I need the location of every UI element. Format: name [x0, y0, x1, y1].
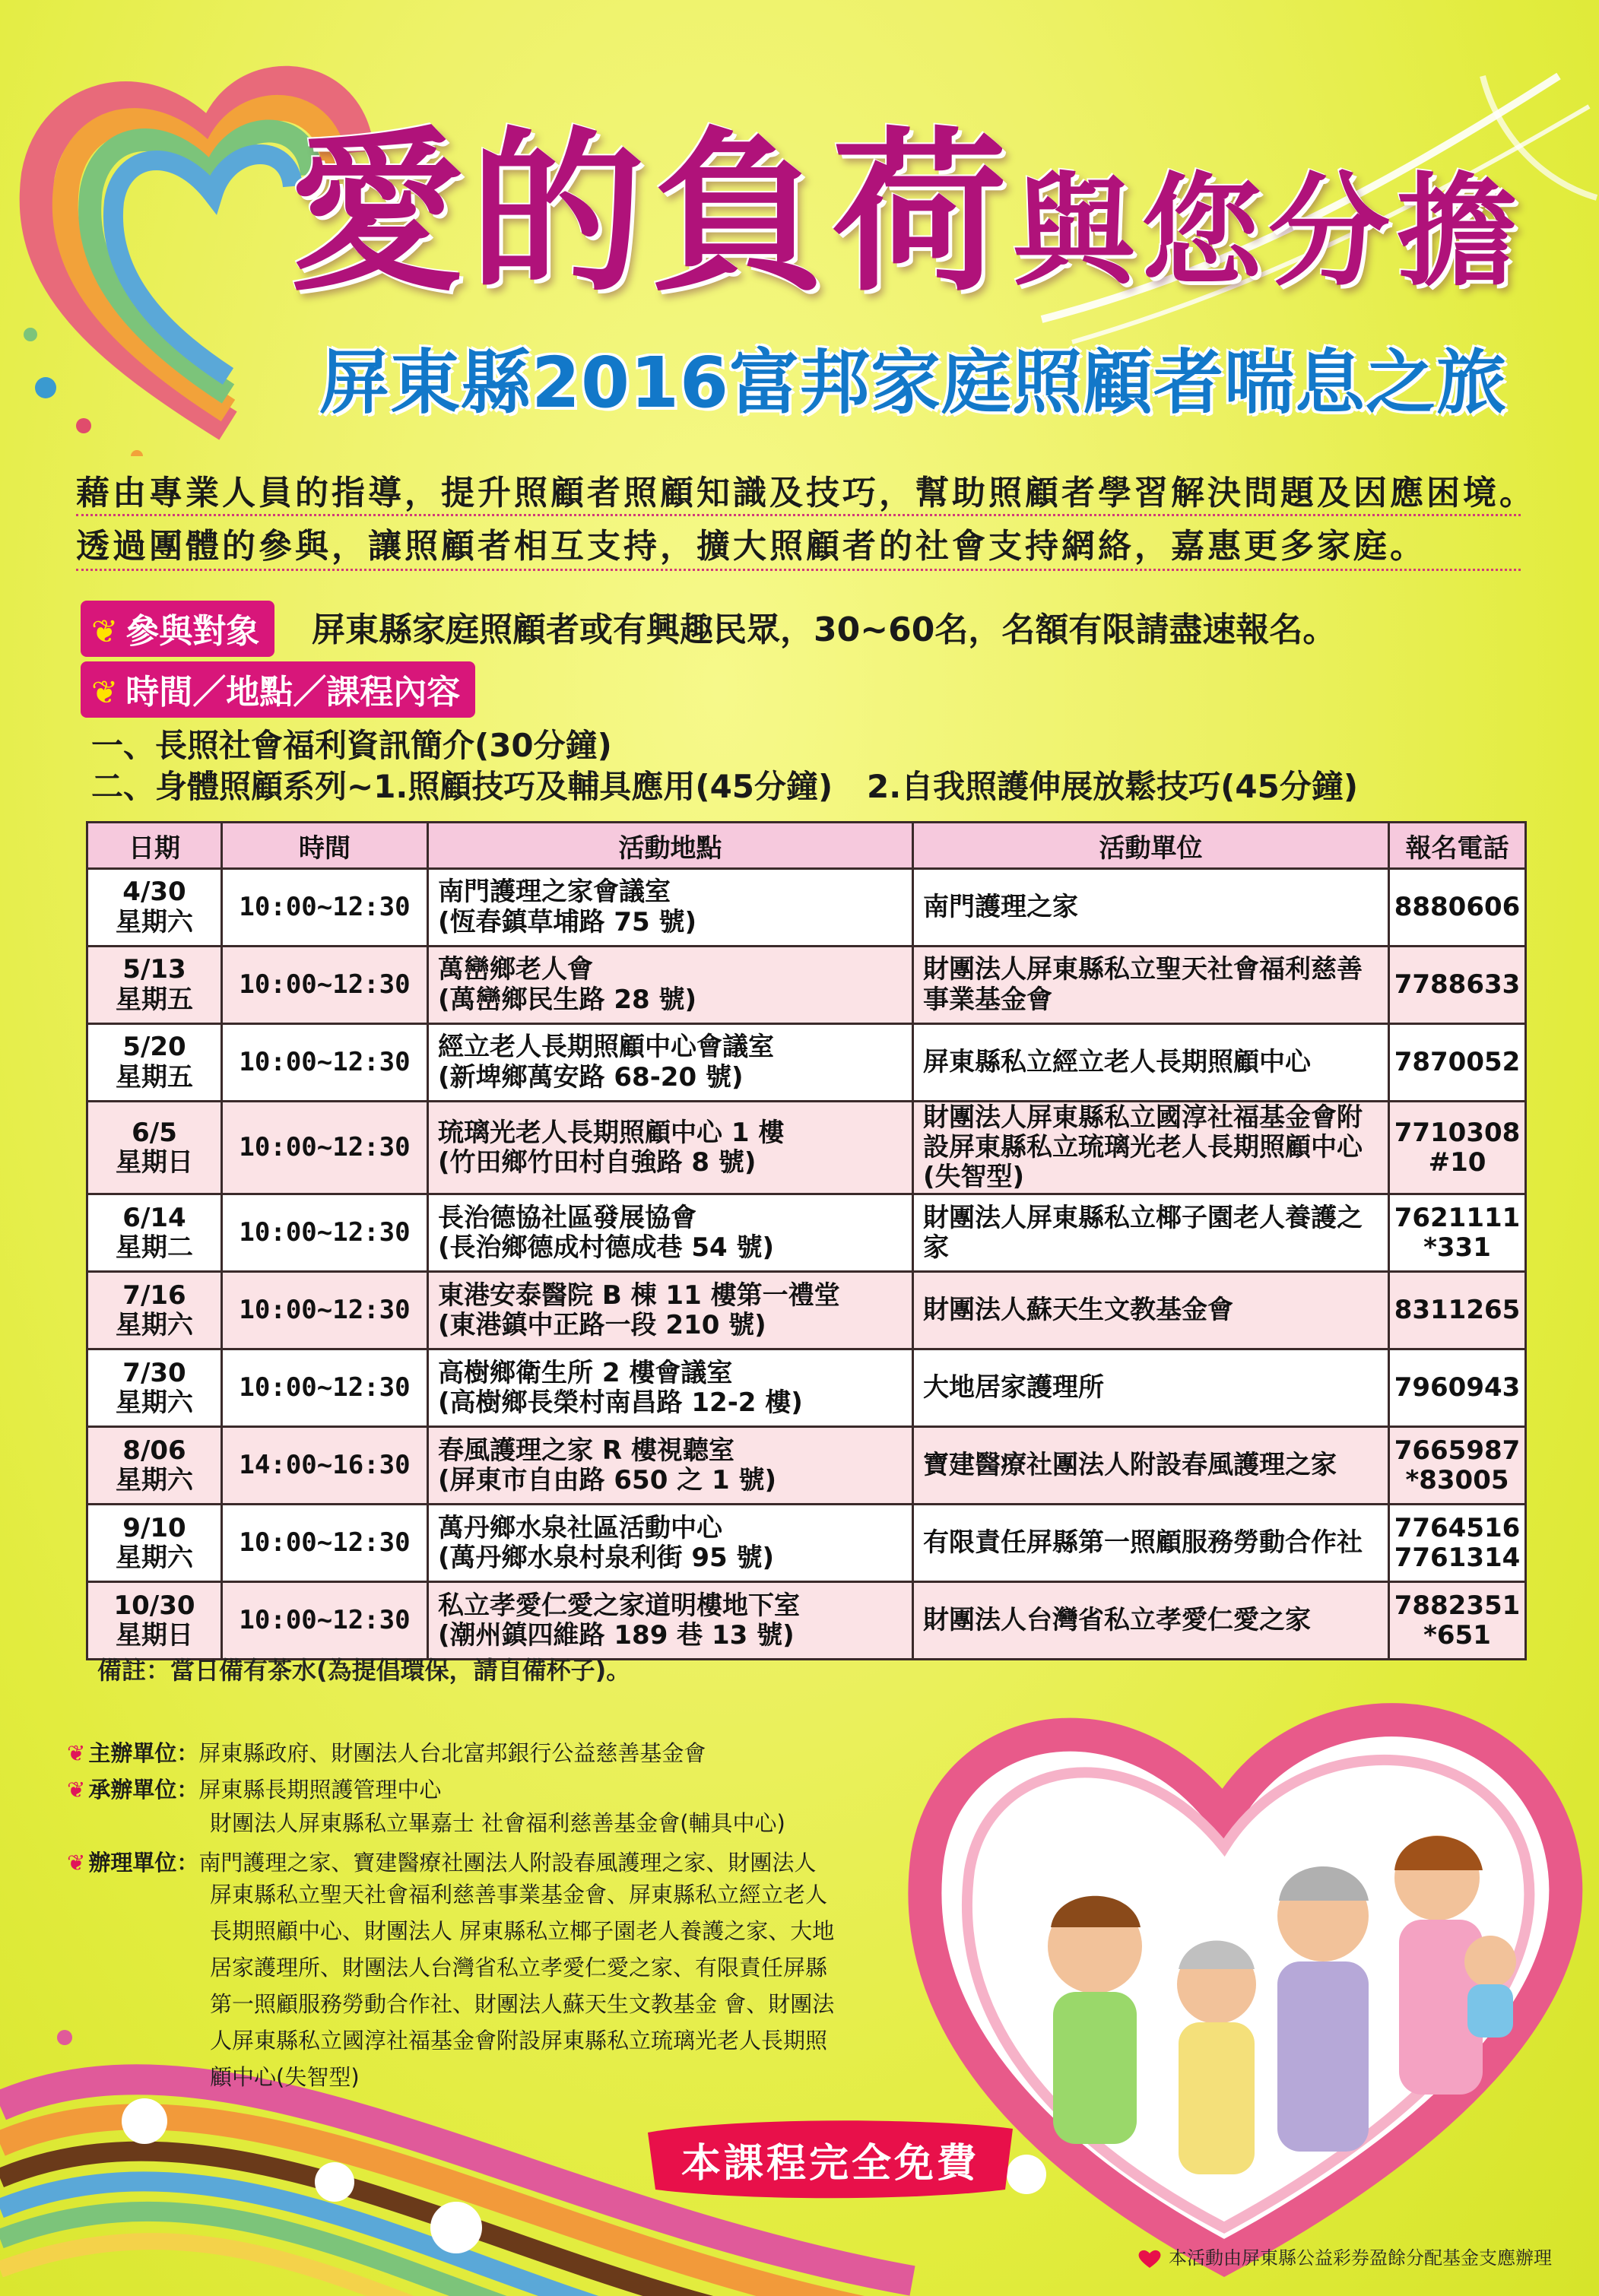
- table-row: [87, 1349, 1526, 1427]
- time-cell: [222, 1272, 428, 1349]
- time-cell: [222, 1505, 428, 1582]
- phone-cell: [1389, 869, 1526, 947]
- phone-cell: [1389, 1024, 1526, 1102]
- execute-value-5: 第一照顧服務勞動合作社、財團法人蘇天生文教基金 會、財團法: [210, 1991, 835, 2017]
- participants-tag-label: 參與對象: [125, 612, 260, 651]
- time-cell: [222, 869, 428, 947]
- location-cell: [428, 1272, 913, 1349]
- phone-cell-line-1: 7960943: [1394, 1372, 1521, 1403]
- time-cell: [222, 1349, 428, 1427]
- phone-cell-line-1: 7882351 *651: [1394, 1590, 1521, 1651]
- location-cell-line-1: 春風護理之家 R 樓視聽室: [438, 1435, 734, 1466]
- date-cell-line-1: 8/06: [122, 1435, 186, 1466]
- poster-title: [289, 72, 1536, 323]
- date-cell: [87, 1272, 222, 1349]
- location-cell-line-2: (新埤鄉萬安路 68-20 號): [438, 1061, 744, 1093]
- date-cell-line-1: 4/30: [122, 877, 186, 908]
- header-date: 日期: [87, 823, 222, 869]
- leaf-icon: ❦: [67, 1850, 86, 1876]
- location-cell: [428, 1582, 913, 1660]
- organizer-cell-line-1: 財團法人屏東縣私立國淳社福基金會附設屏東縣私立琉璃光老人長期照顧中心(失智型): [923, 1102, 1363, 1193]
- time-cell-line-1: 14:00~16:30: [239, 1450, 411, 1481]
- organizer-cell-line-1: 財團法人台灣省私立孝愛仁愛之家: [923, 1605, 1311, 1636]
- phone-cell-line-1: 7710308 #10: [1394, 1117, 1521, 1178]
- date-cell-line-1: 7/16: [122, 1280, 186, 1311]
- location-cell: [428, 1349, 913, 1427]
- location-cell-line-1: 萬丹鄉水泉社區活動中心: [438, 1512, 722, 1543]
- organizer-cell: [913, 1102, 1389, 1194]
- schedule-tag-label: 時間／地點／課程內容: [125, 673, 461, 712]
- leaf-icon: ❦: [67, 1740, 86, 1766]
- divider: [76, 514, 1521, 516]
- table-row: [87, 1024, 1526, 1102]
- host-line: [67, 1736, 706, 1768]
- location-cell-line-2: (萬丹鄉水泉村泉利街 95 號): [438, 1542, 775, 1573]
- date-cell-line-1: 5/13: [122, 954, 186, 985]
- location-cell-line-2: (東港鎮中正路一段 210 號): [438, 1309, 766, 1340]
- date-cell-line-1: 10/30: [113, 1590, 195, 1621]
- execute-value-6: 人屏東縣私立國淳社福基金會附設屏東縣私立琉璃光老人長期照: [210, 2028, 828, 2053]
- date-cell: [87, 1194, 222, 1272]
- organizer-cell-line-1: 寶建醫療社團法人附設春風護理之家: [923, 1450, 1337, 1481]
- location-cell-line-1: 經立老人長期照顧中心會議室: [438, 1032, 774, 1063]
- table-body: [87, 869, 1526, 1660]
- phone-cell-line-1: 7665987 *83005: [1394, 1435, 1521, 1495]
- title-part2: 與您分擔: [1013, 160, 1524, 303]
- location-cell: [428, 1194, 913, 1272]
- organizer-cell-line-1: 財團法人屏東縣私立椰子園老人養護之家: [923, 1202, 1363, 1263]
- date-cell: [87, 1349, 222, 1427]
- footer-text: 本活動由屏東縣公益彩券盈餘分配基金支應辦理: [1169, 2247, 1552, 2269]
- header-time: 時間: [222, 823, 428, 869]
- header-organizer: 活動單位: [913, 823, 1389, 869]
- time-cell: [222, 1102, 428, 1194]
- date-cell-line-1: 5/20: [122, 1032, 186, 1063]
- date-cell-line-2: 星期六: [116, 906, 193, 937]
- intro-line-2: 透過團體的參與，讓照顧者相互支持，擴大照顧者的社會支持網絡，嘉惠更多家庭。: [76, 527, 1426, 566]
- table-row: [87, 869, 1526, 947]
- date-cell: [87, 1427, 222, 1505]
- time-cell-line-1: 10:00~12:30: [239, 1527, 411, 1559]
- course-item-2b: 2.自我照護伸展放鬆技巧(45分鐘): [867, 768, 1359, 805]
- header-location: 活動地點: [428, 823, 913, 869]
- participants-text: 屏東縣家庭照顧者或有興趣民眾，30~60名，名額有限請盡速報名。: [312, 610, 1337, 649]
- participants-tag: [81, 601, 274, 657]
- location-cell-line-1: 南門護理之家會議室: [438, 877, 671, 908]
- organizer-cell: [913, 1582, 1389, 1660]
- location-cell-line-2: (屏東市自由路 650 之 1 號): [438, 1464, 777, 1495]
- time-cell: [222, 1024, 428, 1102]
- table-row: [87, 1194, 1526, 1272]
- execute-label: 辦理單位：: [88, 1850, 199, 1876]
- date-cell-line-2: 星期六: [116, 1309, 193, 1340]
- leaf-icon: ❦: [91, 674, 119, 711]
- date-cell-line-2: 星期日: [116, 1619, 193, 1651]
- location-cell: [428, 1102, 913, 1194]
- date-cell-line-1: 6/5: [132, 1117, 177, 1148]
- phone-cell-line-1: 8311265: [1394, 1295, 1521, 1326]
- phone-cell: [1389, 1102, 1526, 1194]
- location-cell: [428, 1505, 913, 1582]
- header-phone: 報名電話: [1389, 823, 1526, 869]
- table-row: [87, 1427, 1526, 1505]
- location-cell-line-2: (長治鄉德成村德成巷 54 號): [438, 1232, 775, 1263]
- organizer-cell: [913, 1505, 1389, 1582]
- time-cell: [222, 1427, 428, 1505]
- free-course-banner: [640, 2117, 1020, 2201]
- time-cell-line-1: 10:00~12:30: [239, 1295, 411, 1326]
- execute-value-4: 居家護理所、財團法人台灣省私立孝愛仁愛之家、有限責任屏縣: [210, 1955, 828, 1980]
- organizer-cell: [913, 947, 1389, 1024]
- date-cell-line-2: 星期五: [116, 1061, 193, 1093]
- location-cell-line-2: (潮州鎮四維路 189 巷 13 號): [438, 1619, 795, 1651]
- phone-cell-line-1: 7764516 7761314: [1394, 1512, 1521, 1573]
- location-cell: [428, 869, 913, 947]
- phone-cell: [1389, 1427, 1526, 1505]
- time-cell-line-1: 10:00~12:30: [239, 1046, 411, 1077]
- location-cell-line-2: (萬巒鄉民生路 28 號): [438, 984, 697, 1015]
- family-heart-icon: [874, 1665, 1599, 2296]
- execute-value-7: 顧中心(失智型): [210, 2064, 360, 2090]
- location-cell-line-1: 琉璃光老人長期照顧中心 1 樓: [438, 1117, 785, 1148]
- phone-cell-line-1: 7621111 *331: [1394, 1202, 1521, 1263]
- date-cell: [87, 1582, 222, 1660]
- location-cell: [428, 1427, 913, 1505]
- time-cell-line-1: 10:00~12:30: [239, 1605, 411, 1636]
- undertake-value-2: 財團法人屏東縣私立畢嘉士 社會福利慈善基金會(輔具中心): [210, 1810, 785, 1836]
- free-course-text: 本課程完全免費: [681, 2140, 979, 2187]
- undertake-line: [67, 1773, 441, 1804]
- execute-line: [67, 1846, 816, 1877]
- organizer-cell-line-1: 屏東縣私立經立老人長期照顧中心: [923, 1046, 1311, 1077]
- date-cell-line-2: 星期五: [116, 984, 193, 1015]
- undertake-value-1: 屏東縣長期照護管理中心: [198, 1777, 442, 1803]
- organizer-cell-line-1: 有限責任屏縣第一照顧服務勞動合作社: [923, 1527, 1363, 1559]
- execute-value-2: 屏東縣私立聖天社會福利慈善事業基金會、屏東縣私立經立老人: [210, 1882, 828, 1908]
- location-cell-line-2: (高樹鄉長榮村南昌路 12-2 樓): [438, 1387, 803, 1418]
- leaf-icon: ❦: [91, 613, 119, 650]
- organizer-cell: [913, 1349, 1389, 1427]
- organizer-cell: [913, 1194, 1389, 1272]
- table-row: [87, 1582, 1526, 1660]
- date-cell-line-1: 9/10: [122, 1512, 186, 1543]
- execute-value-1: 南門護理之家、寶建醫療社團法人附設春風護理之家、財團法人: [198, 1850, 817, 1876]
- phone-cell: [1389, 1272, 1526, 1349]
- date-cell: [87, 947, 222, 1024]
- location-cell-line-1: 長治德協社區發展協會: [438, 1202, 696, 1233]
- organizer-cell-line-1: 財團法人屏東縣私立聖天社會福利慈善事業基金會: [923, 954, 1363, 1015]
- time-cell-line-1: 10:00~12:30: [239, 969, 411, 1000]
- divider: [76, 569, 1521, 571]
- time-cell-line-1: 10:00~12:30: [239, 1132, 411, 1163]
- location-cell-line-1: 高樹鄉衛生所 2 樓會議室: [438, 1357, 733, 1388]
- date-cell-line-2: 星期六: [116, 1542, 193, 1573]
- organizer-cell-line-1: 大地居家護理所: [923, 1372, 1104, 1403]
- undertake-label: 承辦單位：: [88, 1777, 199, 1803]
- organizer-cell: [913, 1024, 1389, 1102]
- phone-cell: [1389, 1505, 1526, 1582]
- location-cell-line-2: (竹田鄉竹田村自強路 8 號): [438, 1146, 757, 1178]
- host-value: 屏東縣政府、財團法人台北富邦銀行公益慈善基金會: [198, 1740, 706, 1766]
- date-cell-line-1: 7/30: [122, 1357, 186, 1388]
- time-cell: [222, 1582, 428, 1660]
- date-cell: [87, 869, 222, 947]
- host-label: 主辦單位：: [88, 1740, 199, 1766]
- time-cell: [222, 947, 428, 1024]
- location-cell-line-1: 東港安泰醫院 B 棟 11 樓第一禮堂: [438, 1280, 840, 1311]
- table-row: [87, 1505, 1526, 1582]
- location-cell: [428, 947, 913, 1024]
- table-row: [87, 947, 1526, 1024]
- phone-cell-line-1: 7788633: [1394, 969, 1521, 1000]
- location-cell-line-1: 萬巒鄉老人會: [438, 954, 593, 985]
- organizer-cell: [913, 1272, 1389, 1349]
- phone-cell: [1389, 1582, 1526, 1660]
- organizer-cell: [913, 1427, 1389, 1505]
- course-item-2: 二、身體照顧系列~1.照顧技巧及輔具應用(45分鐘): [91, 768, 833, 805]
- time-cell-line-1: 10:00~12:30: [239, 1217, 411, 1248]
- poster-subtitle: 屏東縣2016富邦家庭照顧者喘息之旅: [319, 342, 1508, 423]
- phone-cell: [1389, 947, 1526, 1024]
- date-cell: [87, 1024, 222, 1102]
- phone-cell-line-1: 8880606: [1394, 891, 1521, 922]
- intro-line-1: 藉由專業人員的指導，提升照顧者照顧知識及技巧，幫助照顧者學習解決問題及因應困境。: [76, 474, 1536, 512]
- remark-note: 備註：當日備有茶水(為提倡環保，請自備杯子)。: [97, 1656, 631, 1685]
- course-item-1: 一、長照社會福利資訊簡介(30分鐘): [91, 727, 612, 764]
- execute-value-3: 長期照顧中心、財團法人 屏東縣私立椰子園老人養護之家、大地: [210, 1918, 835, 1944]
- date-cell: [87, 1505, 222, 1582]
- title-part1: 愛的負荷: [289, 110, 1014, 316]
- date-cell-line-2: 星期日: [116, 1146, 193, 1178]
- location-cell-line-2: (恆春鎮草埔路 75 號): [438, 906, 697, 937]
- location-cell-line-1: 私立孝愛仁愛之家道明樓地下室: [438, 1590, 800, 1621]
- schedule-table: [86, 821, 1527, 1660]
- schedule-tag: [81, 661, 475, 718]
- date-cell-line-2: 星期六: [116, 1387, 193, 1418]
- date-cell-line-2: 星期二: [116, 1232, 193, 1263]
- time-cell: [222, 1194, 428, 1272]
- footer-sponsor-note: [1137, 2243, 1552, 2269]
- phone-cell: [1389, 1349, 1526, 1427]
- phone-cell: [1389, 1194, 1526, 1272]
- location-cell: [428, 1024, 913, 1102]
- phone-cell-line-1: 7870052: [1394, 1046, 1521, 1077]
- table-header-row: [87, 823, 1526, 869]
- time-cell-line-1: 10:00~12:30: [239, 1372, 411, 1403]
- leaf-icon: ❦: [67, 1777, 86, 1803]
- time-cell-line-1: 10:00~12:30: [239, 891, 411, 922]
- date-cell-line-1: 6/14: [122, 1202, 186, 1233]
- date-cell: [87, 1102, 222, 1194]
- organizer-cell-line-1: 南門護理之家: [923, 891, 1078, 922]
- organizer-cell-line-1: 財團法人蘇天生文教基金會: [923, 1295, 1233, 1326]
- organizer-cell: [913, 869, 1389, 947]
- lottery-logo-icon: [1137, 2248, 1163, 2269]
- date-cell-line-2: 星期六: [116, 1464, 193, 1495]
- table-row: [87, 1102, 1526, 1194]
- table-row: [87, 1272, 1526, 1349]
